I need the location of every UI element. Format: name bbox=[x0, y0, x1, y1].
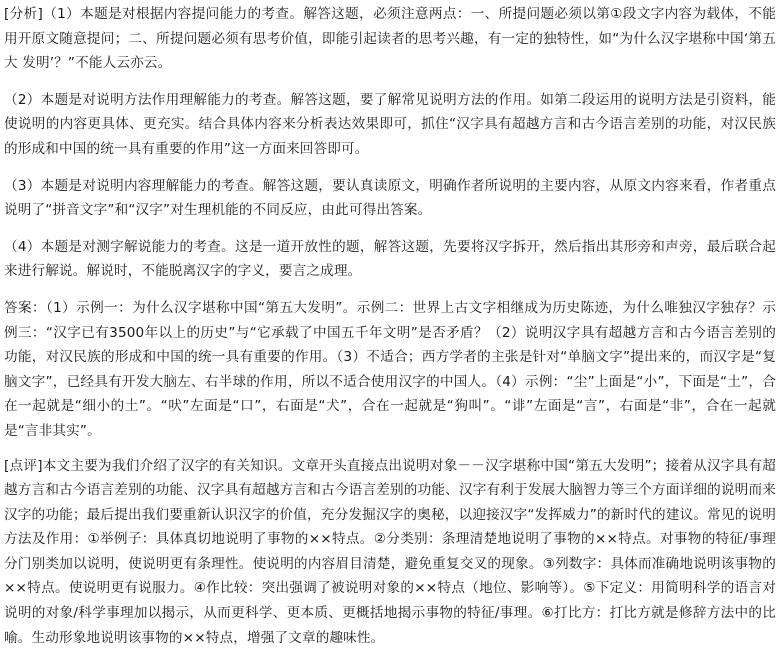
analysis-item-3: （3）本题是对说明内容理解能力的考查。解答这题，要认真读原文，明确作者所说明的主要内容，从原文内容来看，作者重点说明了“拼音文字”和“汉字”对生理机能的不同反应，由此可得出答案。 bbox=[4, 174, 776, 223]
comment-text: 本文主要为我们介绍了汉字的有关知识。文章开头直接点出说明对象－－汉字堪称中国“第五大发明”；接着从汉字具有超越方言和古今语言差别的功能、汉字具有超越方言和古今语言差别的功能、汉字有利于发展大脑智力等三个方面详细的说明而来汉字的功能；最后提出我们要重新认识汉字的价值，充分发掘汉字的奥秘，以迎接汉字“发挥威力”的新时代的建议。常见的说明方法及作用：①举例子：具体真切地说明了事物的××特点。②分类别：条理清楚地说明了事物的××特点。对事物的特征/事理分门别类加以说明，使说明更有条理性。使说明的内容眉目清楚，避免重复交叉的现象。③列数字：具体而准确地说明该事物的××特点。使说明更有说服力。④作比较：突出强调了被说明对象的××特点（地位、影响等）。⑤下定义：用简明科学的语言对说明的对象/科学事理加以揭示，从而更科学、更本质、更概括地揭示事物的特征/事理。⑥打比方：打比方就是修辞方法中的比喻。生动形象地说明该事物的××特点，增强了文章的趣味性。 bbox=[4, 458, 776, 646]
analysis-item-2: （2）本题是对说明方法作用理解能力的考查。解答这题，要了解常见说明方法的作用。如第二段运用的说明方法是引资料，能使说明的内容更具体、更充实。结合具体内容来分析表达效果即可，抓住“汉字具有超越方言和古今语言差别的功能，对汉民族的形成和中国的统一具有重要的作用”这一方面来回答即可。 bbox=[4, 88, 776, 162]
comment-paragraph bbox=[4, 454, 776, 650]
analysis-item-1-text: （1）本题是对根据内容提问能力的考查。解答这题，必须注意两点：一、所提问题必须以第①段文字内容为载体，不能用开原文随意提问；二、所提问题必须有思考价值，即能引起读者的思考兴趣，有一定的独特性，如“为什么汉字堪称中国‘第五大 发明’？”不能人云亦云。 bbox=[4, 6, 776, 71]
analysis-item-1 bbox=[4, 2, 776, 76]
solution-page bbox=[0, 2, 780, 648]
analysis-label: [分析] bbox=[4, 6, 43, 22]
analysis-item-4: （4）本题是对测字解说能力的考查。这是一道开放性的题，解答这题，先要将汉字拆开，然后指出其形旁和声旁，最后联合起来进行解说。解说时，不能脱离汉字的字义，要言之成理。 bbox=[4, 235, 776, 284]
comment-label: [点评] bbox=[4, 458, 43, 474]
answer-paragraph: 答案：（1）示例一：为什么汉字堪称中国“第五大发明”。示例二：世界上古文字相继成为历史陈迹，为什么唯独汉字独存？示例三：“汉字已有3500年以上的历史”与“它承载了中国五千年文明”是否矛盾？（2）说明汉字具有超越方言和古今语言差别的功能，对汉民族的形成和中国的统一具有重要的作用。（3）不适合；西方学者的主张是针对“单脑文字”提出来的，而汉字是“复脑文字”，已经具有开发大脑左、右半球的作用，所以不适合使用汉字的中国人。（4）示例：“尘”上面是“小”，下面是“土”，合在一起就是“细小的土”。“吠”左面是“口”，右面是“犬”，合在一起就是“狗叫”。“诽”左面是“言”，右面是“非”，合在一起就是“言非其实”。 bbox=[4, 296, 776, 444]
